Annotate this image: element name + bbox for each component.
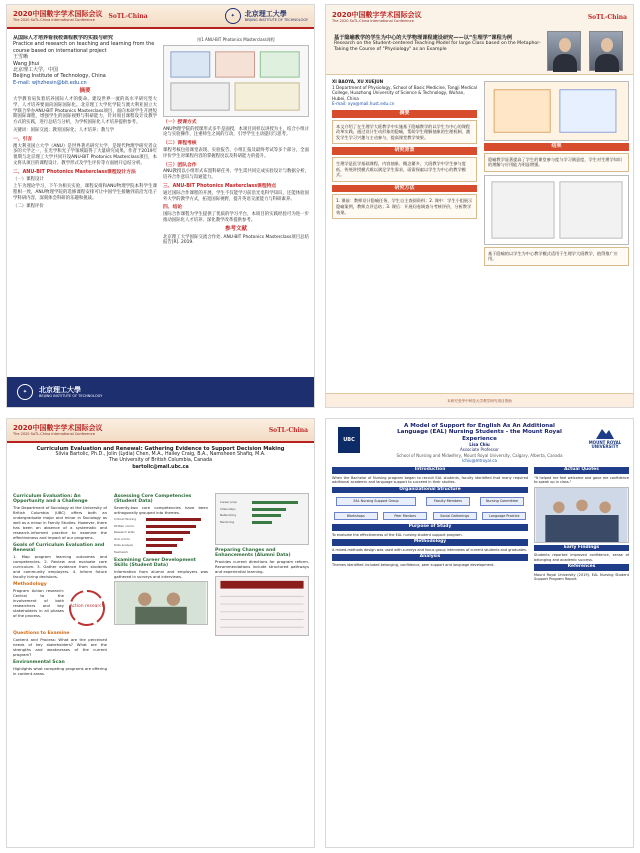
poster3-chart-figure xyxy=(215,493,309,545)
poster3-t4: Content and Process: What are the perceived needs of key stakeholders? What are the strengths and weaknesses of the current program? xyxy=(13,637,107,657)
poster2-authors: XI BAOYA, XU XUEJUN xyxy=(332,79,384,84)
poster3-t2: 1. Map program learning outcomes and competencies. 2. Review and evaluate core curriculum. 3. Gather evidence from students and community employers. 4. Inform future faculty hiring decisions. xyxy=(13,554,107,579)
bar-label: Written comm. xyxy=(114,523,135,528)
poster3-h8: Preparing Changes and Enhancements (Alumni Data) xyxy=(215,548,291,558)
conference-title: 2020中国數字学术国际会议 xyxy=(13,9,103,18)
bar-row xyxy=(220,520,304,525)
poster1-title-block xyxy=(13,35,157,86)
poster3-t7: Information from alumni and employers was gathered in surveys and interviews. xyxy=(114,568,208,579)
bar xyxy=(146,538,183,541)
poster3-conference-subtitle: The 2020 SoTL-China International Conference xyxy=(13,431,95,436)
bar-label: Oral comm. xyxy=(114,536,131,541)
poster3-title-block xyxy=(7,443,314,474)
org-chart-box: EAL Nursing Support Group xyxy=(336,497,416,506)
bar-label: Networking xyxy=(220,513,237,517)
footer-university-cn: 北京理工大學 xyxy=(39,385,81,394)
poster1-sec3-heading: 三、ANU-BIT Photonics Masterclass课程特点 xyxy=(163,183,277,189)
poster1-ref-heading: 参考文献 xyxy=(224,225,247,232)
bar-label: Teamwork xyxy=(114,549,129,554)
bar xyxy=(146,531,190,534)
mount-royal-logo xyxy=(585,427,625,450)
poster1-figure-graphic xyxy=(164,46,308,116)
poster3-t5: Highlights what competing programs are offering in content areas. xyxy=(13,666,107,676)
poster4-purpose-heading: Purpose of Study xyxy=(332,524,528,531)
poster-bit-international-course xyxy=(6,4,315,408)
poster4-method-text: A mixed-methods design was used with surveys and focus group interviews of current students and graduates. xyxy=(332,547,528,552)
bar xyxy=(146,551,172,554)
poster1-sec2-heading: 二、ANU-BIT Photonics Masterclass课程设计方法 xyxy=(13,169,136,175)
poster2-background-text: 生理学是医学基础课程，内容抽象、概念繁多，大班教学中学生参与度低，传统讲授模式难以满足学生需求，亟需探索以学生为中心的教学模式。 xyxy=(336,160,466,178)
org-chart-box: Faculty Members xyxy=(426,497,470,506)
poster3-table-graphic xyxy=(216,577,308,635)
poster1-title-cn: 从国际人才培养看我校课程教学的实践与研究 xyxy=(13,35,114,41)
conference-subtitle: The 2020 SoTL-China International Conference xyxy=(13,17,95,22)
bar-row xyxy=(220,500,304,505)
poster4-quotes-heading: Actual Quotes xyxy=(534,467,629,474)
org-chart-box: Nursing Committee xyxy=(480,497,524,506)
poster1-col2-heading2: （二）课程考核 xyxy=(163,141,197,147)
poster1-right-column xyxy=(163,35,309,373)
poster2-header xyxy=(326,5,633,75)
author-photo-2 xyxy=(589,31,623,71)
poster2-conference-subtitle: The 2020 SoTL-China International Conference xyxy=(332,18,414,23)
poster2-abstract-box xyxy=(332,120,477,145)
bar xyxy=(252,501,298,504)
poster4-purpose-text: To evaluate the effectiveness of the EAL nursing student support program. xyxy=(332,532,463,537)
poster1-intro-text: 澳大利亚国立大学（ANU）是世界著名研究大学，是现代物理学研究者众多的大学之一，在光学和光子学领域取得了大量研究成果。作者于2019年暑期与北京理工大学共同开设ANU-BIT Photonics Masterclass项目，本文将从项目的课程设计、教学形式及学生评价等方面展开总结分析。 xyxy=(13,143,157,167)
poster2-figure-1-graphic xyxy=(485,82,628,140)
poster3-table-figure xyxy=(215,576,309,636)
sotl-china-logo: SoTL-China xyxy=(108,12,148,20)
poster3-photo-graphic xyxy=(115,582,207,624)
poster4-photo xyxy=(534,487,629,543)
bar-label: Data analysis xyxy=(114,543,133,547)
org-chart-box: Language Practice xyxy=(482,512,526,521)
poster3-h5: Environmental Scan xyxy=(13,660,65,665)
poster2-conclusion-box xyxy=(484,247,629,266)
bar-label: Mentoring xyxy=(220,519,235,524)
poster1-left-column xyxy=(13,35,157,373)
poster2-methods-heading: 研究方法 xyxy=(332,185,477,193)
bar xyxy=(252,508,286,511)
poster1-ref-text: 北京理工大学国际交流合作处. ANU-BIT Photonics Masterclass项目总结报告[R]. 2019. xyxy=(163,234,309,246)
action-research-cycle-icon xyxy=(67,588,107,628)
poster2-left-column xyxy=(332,79,477,389)
poster2-conference-bar xyxy=(326,5,633,29)
poster1-footer xyxy=(7,377,314,407)
bar-row xyxy=(114,537,208,542)
poster4-intro-text: When the Bachelor of Nursing program began to recruit EAL students, faculty identified that many required additional academic and language support to succeed in their studies. xyxy=(332,475,528,484)
poster2-methods-box xyxy=(332,194,477,219)
bar-label: Critical thinking xyxy=(114,517,137,521)
bar xyxy=(146,518,201,521)
poster4-early-heading: Early Findings xyxy=(534,545,629,552)
poster2-background-heading: 研究背景 xyxy=(332,147,477,155)
poster2-title-cn: 基于隐喻教学的学生为中心的大学物理课程建设研究——以“生理学”课程为例 xyxy=(334,35,513,41)
footer-seal-icon: ✦ xyxy=(17,384,33,400)
poster2-footer: 本研究受华中科技大学教学研究项目资助 xyxy=(326,393,633,407)
poster3-t8: Provides current directions for program reform. Recommendations include structured pathways and experiential learning. xyxy=(215,559,309,574)
poster1-keywords: 关键词：国际交流；教育国际化；人才培养；教与学 xyxy=(13,128,114,134)
poster3-h2: Goals of Curriculum Evaluation and Renewal xyxy=(13,543,105,553)
ubc-logo: UBC xyxy=(338,427,360,453)
poster2-results-text: 隐喻教学显著提高了学生的课堂参与度与学习满意度，学生对生理学知识的理解与应用能力明显增强。 xyxy=(488,156,623,168)
poster2-sotl-logo: SoTL-China xyxy=(587,13,627,21)
poster4-role: Associate Professor xyxy=(460,447,499,453)
poster3-h6: Assessing Core Competencies (Student Data) xyxy=(114,494,192,504)
poster3-h7: Examining Career Development Skills (Student Data) xyxy=(114,557,196,568)
poster4-ref-text: Mount Royal University (2019). EAL Nursing Student Support Program Report. xyxy=(534,572,629,581)
poster4-side-column xyxy=(534,465,629,843)
poster3-col-2 xyxy=(114,491,208,841)
poster4-title: A Model of Support for English As An Additional Language (EAL) Nursing Students - the Mount Royal Experience xyxy=(397,423,562,442)
poster2-results-heading: 结果 xyxy=(484,143,629,151)
poster2-figure-2 xyxy=(484,175,629,245)
org-chart xyxy=(332,495,528,522)
poster3-conference-title: 2020中国數字学术国际会议 xyxy=(13,423,103,432)
bar xyxy=(146,525,196,528)
poster4-early-text: Students reported improved confidence, sense of belonging and academic success. xyxy=(534,553,629,562)
bar-label: Internships xyxy=(220,506,236,511)
poster2-figure-1 xyxy=(484,81,629,141)
poster3-authors: Silvia Bartolic, Ph.D., Jolin (Lydia) Chen, M.A., Hailey Craig, B.A., Namsheen Shafiq, M.A. xyxy=(55,452,266,458)
author-photo-1 xyxy=(547,31,581,71)
poster4-analysis-heading: Analysis xyxy=(332,554,528,561)
poster2-abstract-text: 本文介绍了在生理学大班教学中实施基于隐喻教学的以学生为中心的课程改革实践。通过设计生动形象的隐喻，帮助学生理解抽象的生理机制，激发学生学习兴趣与主动参与，提高课堂教学效果。 xyxy=(336,123,471,140)
poster1-sec2-sub2: （二）课程评价 xyxy=(13,203,44,209)
poster4-email[interactable]: lchiu@mtroyal.ca xyxy=(462,457,497,463)
university-name-en: BEIJING INSTITUTE OF TECHNOLOGY xyxy=(244,17,308,22)
poster4-affiliation: School of Nursing and Midwifery, Mount Royal University, Calgary, Alberta, Canada xyxy=(396,452,563,458)
bar-row xyxy=(114,524,208,529)
poster2-email[interactable]: E-mail: xyx@mail.hust.edu.cn xyxy=(332,101,395,107)
poster3-t3: Program Action research: Central to the involvement of both researchers and key stakeholders in all phases of the process. xyxy=(13,588,64,618)
poster4-method-heading: Methodology xyxy=(332,539,528,546)
poster4-quotes-text: "It helped me feel welcome and gave me confidence to speak up in class." xyxy=(534,475,629,484)
bar-row xyxy=(114,543,208,548)
bar xyxy=(252,521,272,524)
poster3-h1: Curriculum Evaluation: An Opportunity and a Challenge xyxy=(13,494,88,504)
poster4-author: Lisa Chiu xyxy=(469,442,490,448)
poster4-photo-graphic xyxy=(535,488,628,542)
poster2-right-column xyxy=(484,79,629,389)
poster4-org-heading: Organizational Structure xyxy=(332,487,528,494)
poster1-title-en: Practice and research on teaching and learning from the course based on international project xyxy=(13,41,155,54)
poster2-affiliation: 1 Department of Physiology, School of Basic Medicine, Tongji Medical College, Huazhong University of Science & Technology, Wuhan, Hubei, China xyxy=(332,84,477,101)
career-bar-chart xyxy=(216,496,308,529)
conference-header xyxy=(7,5,314,29)
poster3-email[interactable]: bartolic@mail.ubc.ca xyxy=(132,464,189,470)
bar-row xyxy=(220,507,304,512)
poster3-t1: The Department of Sociology at the University of British Columbia (UBC) offers both an undergraduate major and minor in Sociology as well as a minor in Family Studies. However, there has been an absence of a systematic and research-informed practice to examine the effectiveness and impact of our programs. xyxy=(13,505,107,540)
poster3-col-3 xyxy=(215,491,309,841)
poster3-col-1 xyxy=(13,491,107,841)
poster1-author-en: Wang Jihui xyxy=(13,60,40,67)
poster2-methods-text: 1. 课前：教师设计隐喻任务，学生自主查阅资料；2. 课中：学生小组展示隐喻案例，教师点评总结；3. 课后：开展问卷调查与考核评价，分析教学效果。 xyxy=(336,198,473,215)
poster1-col2-text3: ANU教授以小组形式布置科研任务，学生需共同完成实验设计与数据分析，培养合作意识与沟通能力。 xyxy=(163,169,309,181)
footer-university-en: BEIJING INSTITUTE OF TECHNOLOGY xyxy=(39,393,103,398)
poster-curriculum-evaluation xyxy=(6,418,315,848)
competency-bar-chart xyxy=(114,517,208,555)
poster1-author-cn: 王雪晰 xyxy=(13,54,29,61)
bar-row xyxy=(114,550,208,555)
poster1-figure-caption: 图1 ANU-BIT Photonics Masterclass课程 xyxy=(197,37,275,42)
poster1-sec3-text: 通过国际合作课程的开展，学生不仅能学习前沿光电科学知识，还能体验国外大学的教学方式，拓宽国际视野，提升英语交流能力与科研素养。 xyxy=(163,190,309,202)
poster1-sec4-text: 国际合作课程为学生提供了优质的学习平台，本项目的实践经验可为进一步推动国际化人才培养、深化教学改革提供参考。 xyxy=(163,212,309,223)
poster3-t6: Seventy-two core competencies have been orthogonally grouped into themes. xyxy=(114,505,208,515)
org-chart-box: Social Gatherings xyxy=(433,512,477,521)
org-chart-box: Workshops xyxy=(334,512,378,521)
poster4-ref-heading: References xyxy=(534,564,629,571)
poster3-photo xyxy=(114,581,208,625)
poster1-col2-heading1: （一）授课方式 xyxy=(163,119,197,125)
poster3-sotl-logo: SoTL-China xyxy=(268,426,308,434)
poster4-title-block xyxy=(396,423,563,463)
poster1-col2-text1: ANU物理学院的授课形式多半是面授，本项目同样以讲授为主，结合小组讨论与实验操作，注重师生之间的互动，引导学生主动提问与思考。 xyxy=(163,126,309,138)
poster3-h3: Methodology xyxy=(13,582,47,587)
poster1-abstract-text: 大学教育肩负着培养国际人才的使命。建设世界一流的高水平研究型大学，人才培养要面向国际国际化。北京理工大学化学院与澳大利亚国立大学联合举办ANU-BIT Photonics Masterclass项目，面向本硕学生开展短期国际课程，增强学生的国际视野与科研能力，针对项目课程设计及教学方式的实践，进行总结与分析，为学校国际化人才培养提供参考。 xyxy=(13,97,157,126)
poster1-intro-heading: 一、引言 xyxy=(13,136,33,142)
poster1-col2-text2: 课程考核包括课堂表现、实验报告、小组汇报及最终考试等多个部分，全面评价学生对课程内容的掌握程度以及科研能力的提升。 xyxy=(163,147,309,159)
bar-row xyxy=(114,517,208,522)
poster2-abstract-heading: 摘要 xyxy=(332,110,477,118)
poster-eal-nursing-support xyxy=(325,418,634,848)
poster4-header xyxy=(326,419,633,463)
bar-label: Career prep xyxy=(220,500,237,504)
poster1-school-en: Beijing Institute of Technology, China xyxy=(13,73,106,80)
action-research-label: Action research xyxy=(69,604,105,609)
org-chart-box: Peer Mentors xyxy=(383,512,427,521)
poster3-affiliation: The University of British Columbia, Canada xyxy=(108,458,213,464)
mount-royal-logo-text: MOUNT ROYAL UNIVERSITY xyxy=(588,439,622,450)
poster4-analysis-text: Themes identified included belonging, confidence, peer support and language development. xyxy=(332,562,495,567)
university-name-cn: 北京理工大學 xyxy=(244,9,287,18)
poster4-main-column xyxy=(332,465,528,843)
poster1-sec2-text1: 上午为理论学习，下午为相关实验，课程安排和ANU物理学院本科学生课程相一致，ANU物理学院的选修课程安排可让中国学生接触到前沿光电子学科研内容，深刻体会科研的乐趣和挑战。 xyxy=(13,184,157,201)
poster3-conference-bar xyxy=(7,419,314,443)
bar xyxy=(146,544,177,547)
university-logo xyxy=(225,8,308,24)
bar-label: Research skills xyxy=(114,530,135,534)
poster3-title: Curriculum Evaluation and Renewal: Gathering Evidence to Support Decision Making xyxy=(36,446,285,452)
poster2-figure-2-graphic xyxy=(485,176,628,244)
poster2-title-en: Research on the Student-centered Teaching Model for large Class based on the Metaphor-Taking the Course of "Physiology" as an Example xyxy=(334,41,541,52)
poster3-methodology-row xyxy=(13,588,107,628)
poster3-h4: Questions to Examine xyxy=(13,631,70,636)
poster2-background-box xyxy=(332,157,477,182)
bar-row xyxy=(114,530,208,535)
bar xyxy=(252,514,281,517)
poster2-title-block xyxy=(334,35,544,53)
poster1-sec4-heading: 四、结论 xyxy=(163,205,183,211)
poster1-school-cn: 北京理工大学，中国 xyxy=(13,67,59,74)
poster4-intro-heading: Introduction xyxy=(332,467,528,474)
poster1-sec2-sub1: （一）课程设计 xyxy=(13,176,44,182)
bar-row xyxy=(220,513,304,518)
poster1-abstract-heading: 摘要 xyxy=(79,88,91,95)
university-seal-icon: ✦ xyxy=(225,8,241,24)
poster1-col2-heading3: （三）团队合作 xyxy=(163,162,197,168)
poster2-results-box xyxy=(484,153,629,172)
poster2-conclusion-text: 基于隐喻的以学生为中心教学模式适用于生理学大班教学，值得推广应用。 xyxy=(488,250,618,262)
poster1-email[interactable]: E-mail: wjhzhesin@bit.edu.cn xyxy=(13,79,87,86)
poster-physiology-metaphor xyxy=(325,4,634,408)
poster2-conference-title: 2020中国數字学术国际会议 xyxy=(332,10,422,19)
poster1-course-figure xyxy=(163,45,309,117)
mountain-icon xyxy=(596,427,614,439)
